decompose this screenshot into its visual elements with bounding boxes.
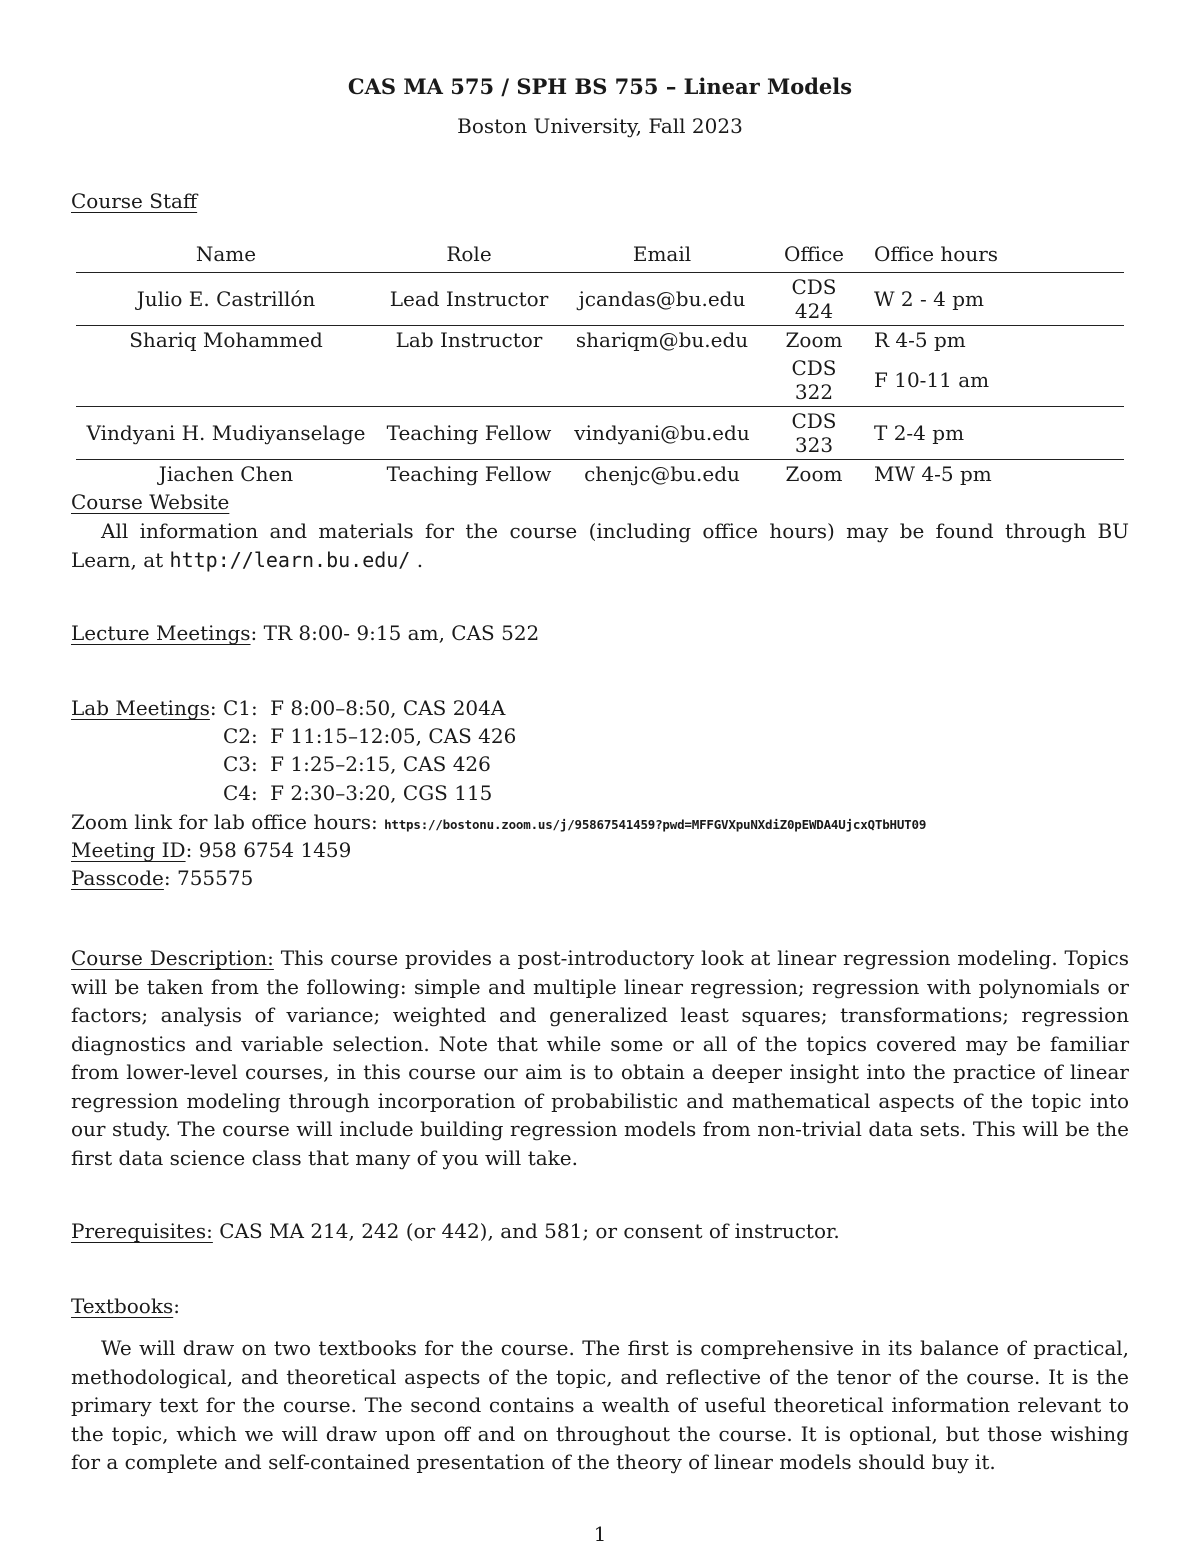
table-row [76,460,1124,489]
passcode-value: : 755575 [163,866,254,890]
textbooks-heading-line: Textbooks: [71,1294,180,1318]
staff-hours: R 4-5 pm [874,328,966,352]
staff-office: Zoom [785,462,843,486]
col-role-header: Role [446,242,492,266]
staff-role: Lab Instructor [395,328,543,352]
page-title: CAS MA 575 / SPH BS 755 – Linear Models [347,74,853,99]
col-name-header: Name [195,242,257,266]
lecture-meetings [71,621,539,645]
lab-section [223,752,491,776]
course-description-heading: Course Description: [71,946,274,970]
lab-section-id: C1: [223,696,258,720]
lab-section-time: F 8:00–8:50, CAS 204A [270,696,506,720]
lab-section [223,696,505,720]
staff-office: Zoom [785,328,843,352]
prerequisites-heading: Prerequisites: [71,1219,213,1243]
table-row [76,326,1124,355]
lab-section-id: C4: [223,781,258,805]
zoom-link-line [71,810,926,834]
lab-meetings-heading: Lab Meetings [71,696,210,720]
staff-role: Lead Instructor [389,287,549,311]
textbooks-text: We will draw on two textbooks for the course. The first is comprehensive in its balance of practical, methodological, and theoretical aspects of the topic, and reflective of the tenor of the course. It is the primary text for the course. The second contains a wealth of useful theoretical information relevant to the topic, which we will draw upon off and on throughout the course. It is optional, but those wishing for a complete and self-contained presentation of the theory of linear models should buy it. [71,1336,1129,1474]
lab-section-id: C3: [223,752,258,776]
staff-table-header [76,238,1124,273]
staff-name: Julio E. Castrillón [136,287,316,311]
course-description-text: This course provides a post-introductory look at linear regression modeling. Topics will be taken from the following: simple and multiple linear regression; regression with polynomials or factors; analysis of variance; weighted and generalized least squares; transformations; regression diagnostics and variable selection. Note that while some or all of the topics covered may be familiar from lower-level courses, in this course our aim is to obtain a deeper insight into the practice of linear regression modeling through incorporation of probabilistic and mathematical aspects of the topic into our study. The course will include building regression models from non-trivial data sets. This will be the first data science class that many of you will take. [71,946,1129,1170]
website-end: . [410,547,424,572]
staff-email [562,354,762,407]
staff-office: CDS 424 [791,275,837,323]
prerequisites [71,1219,840,1243]
lab-section-time: F 11:15–12:05, CAS 426 [270,724,517,748]
table-row [76,273,1124,326]
prerequisites-text: CAS MA 214, 242 (or 442), and 581; or consent of instructor. [212,1219,840,1243]
lab-section [223,781,492,805]
page-number: 1 [593,1522,607,1546]
staff-email: chenjc@bu.edu [584,462,740,486]
staff-hours: T 2-4 pm [874,421,965,445]
staff-hours: W 2 - 4 pm [874,287,984,311]
staff-email: jcandas@bu.edu [578,287,746,311]
staff-role: Teaching Fellow [386,462,552,486]
meeting-id-value: : 958 6754 1459 [185,838,352,862]
staff-hours: MW 4-5 pm [874,462,992,486]
staff-role: Teaching Fellow [386,421,552,445]
passcode-line [71,866,253,890]
website-description: All information and materials for the course (including office hours) may be found through BU Learn, at [71,519,1129,572]
meeting-id-line [71,838,351,862]
course-description [71,944,1129,1172]
course-staff-heading: Course Staff [71,189,198,213]
lab-section-time: F 1:25–2:15, CAS 426 [270,752,491,776]
staff-name: Jiachen Chen [158,462,294,486]
course-website-text [71,517,1129,574]
meeting-id-label: Meeting ID [71,838,186,862]
zoom-link-label: Zoom link for lab office hours: [71,810,378,834]
textbooks-heading: Textbooks [71,1294,174,1318]
staff-email: shariqm@bu.edu [575,328,749,352]
course-website-heading: Course Website [71,490,230,514]
staff-office: CDS 322 [791,356,837,404]
col-office-header: Office [783,242,845,266]
lab-section [223,724,516,748]
bu-learn-link[interactable]: http://learn.bu.edu/ [169,547,411,572]
staff-table [76,238,1124,488]
staff-name: Vindyani H. Mudiyanselage [86,421,366,445]
col-hours-header: Office hours [874,242,999,266]
staff-email: vindyani@bu.edu [574,421,750,445]
lab-section-id: C2: [223,724,258,748]
zoom-link[interactable]: https://bostonu.zoom.us/j/95867541459?pwd=MFFGVXpuNXdiZ0pEWDA4UjcxQTbHUT09 [384,817,927,832]
table-row [76,354,1124,407]
staff-office: CDS 323 [791,409,837,457]
lab-section-time: F 2:30–3:20, CGS 115 [270,781,493,805]
staff-name: Shariq Mohammed [129,328,323,352]
staff-role [376,354,562,407]
passcode-label: Passcode [71,866,164,890]
lecture-meetings-text: : TR 8:00- 9:15 am, CAS 522 [250,621,540,645]
lecture-meetings-heading: Lecture Meetings [71,621,251,645]
col-email-header: Email [632,242,692,266]
page-subtitle: Boston University, Fall 2023 [457,114,743,138]
table-row [76,407,1124,460]
staff-hours: F 10-11 am [874,368,990,392]
staff-name [76,354,376,407]
lab-meetings: Lab Meetings: [71,696,217,720]
